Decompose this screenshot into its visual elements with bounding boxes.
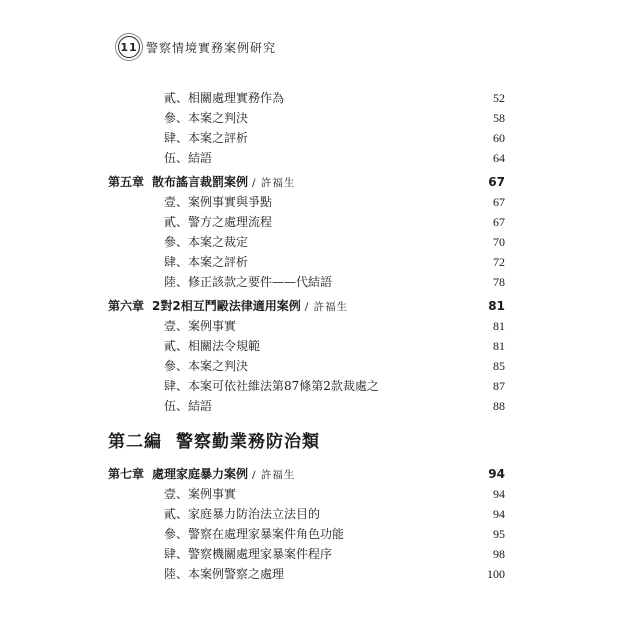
toc-entry[interactable]	[108, 564, 505, 584]
toc-entry[interactable]	[108, 524, 505, 544]
toc-entry-page: 81	[493, 339, 505, 353]
chapter-number: 第五章	[108, 175, 145, 189]
toc-entry-page: 67	[493, 215, 505, 229]
toc-entry-page: 94	[493, 507, 505, 521]
toc-entry[interactable]	[108, 212, 505, 232]
toc-entry[interactable]	[108, 396, 505, 416]
table-of-contents	[108, 88, 505, 584]
toc-entry[interactable]	[108, 544, 505, 564]
toc-entry-page: 72	[493, 255, 505, 269]
toc-entry[interactable]	[108, 252, 505, 272]
toc-entry-page: 60	[493, 131, 505, 145]
toc-entry-label: 陸、本案例警察之處理	[164, 567, 285, 581]
toc-entry-label: 壹、案例事實與爭點	[164, 195, 273, 209]
toc-entry[interactable]	[108, 316, 505, 336]
toc-entry[interactable]	[108, 128, 505, 148]
toc-entry-page: 87	[493, 379, 505, 393]
toc-entry-label: 貳、相關法令規範	[164, 339, 261, 353]
chapter-title: 處理家庭暴力案例	[152, 467, 249, 481]
toc-entry-label: 伍、結語	[164, 151, 213, 165]
toc-entry-page: 67	[493, 195, 505, 209]
toc-part-heading[interactable]	[108, 424, 505, 460]
chapter-number: 第七章	[108, 467, 145, 481]
toc-entry-page: 88	[493, 399, 505, 413]
toc-entry[interactable]	[108, 232, 505, 252]
toc-entry-label: 參、警察在處理家暴案件角色功能	[164, 527, 345, 541]
toc-entry-page: 52	[493, 91, 505, 105]
toc-entry-page: 64	[493, 151, 505, 165]
toc-entry[interactable]	[108, 376, 505, 396]
toc-entry[interactable]	[108, 484, 505, 504]
toc-entry-label: 肆、警察機關處理家暴案件程序	[164, 547, 333, 561]
toc-entry-label: 肆、本案可依社維法第87條第2款裁處之	[164, 379, 379, 393]
part-number: 第二編	[108, 432, 162, 452]
chapter-author: / 許福生	[252, 469, 296, 481]
toc-entry-label: 參、本案之裁定	[164, 235, 249, 249]
toc-entry-page: 70	[493, 235, 505, 249]
toc-chapter-5[interactable]	[108, 172, 505, 192]
toc-entry-page: 78	[493, 275, 505, 289]
toc-entry[interactable]	[108, 356, 505, 376]
toc-entry[interactable]	[108, 504, 505, 524]
toc-entry[interactable]	[108, 336, 505, 356]
toc-entry-label: 肆、本案之評析	[164, 131, 249, 145]
toc-entry[interactable]	[108, 148, 505, 168]
chapter-author: / 許福生	[252, 177, 296, 189]
toc-entry-label: 伍、結語	[164, 399, 213, 413]
chapter-page: 81	[488, 299, 505, 313]
toc-entry-label: 壹、案例事實	[164, 487, 237, 501]
toc-entry-label: 壹、案例事實	[164, 319, 237, 333]
toc-entry-page: 94	[493, 487, 505, 501]
toc-entry[interactable]	[108, 272, 505, 292]
toc-entry-page: 98	[493, 547, 505, 561]
toc-entry-label: 貳、相關處理實務作為	[164, 91, 285, 105]
toc-entry[interactable]	[108, 192, 505, 212]
toc-entry-page: 81	[493, 319, 505, 333]
toc-entry[interactable]	[108, 88, 505, 108]
toc-chapter-7[interactable]	[108, 464, 505, 484]
page-number-badge: 11	[118, 36, 140, 58]
chapter-number: 第六章	[108, 299, 145, 313]
running-header	[118, 36, 276, 58]
chapter-author: / 許福生	[304, 301, 349, 313]
chapter-page: 94	[488, 467, 505, 481]
toc-entry-page: 58	[493, 111, 505, 125]
toc-entry-label: 參、本案之判決	[164, 359, 249, 373]
toc-entry-label: 肆、本案之評析	[164, 255, 249, 269]
toc-entry-page: 95	[493, 527, 505, 541]
toc-entry-label: 參、本案之判決	[164, 111, 249, 125]
toc-entry-page: 85	[493, 359, 505, 373]
toc-entry-label: 貳、家庭暴力防治法立法目的	[164, 507, 321, 521]
toc-entry-page: 100	[487, 567, 505, 581]
part-title: 警察勤業務防治類	[176, 432, 320, 452]
toc-chapter-6[interactable]	[108, 296, 505, 316]
chapter-title: 2對2相互鬥毆法律適用案例	[152, 299, 301, 313]
book-page	[108, 26, 538, 626]
book-title: 警察情境實務案例研究	[146, 40, 277, 55]
toc-entry-label: 貳、警方之處理流程	[164, 215, 273, 229]
chapter-title: 散布謠言裁罰案例	[152, 175, 249, 189]
toc-entry[interactable]	[108, 108, 505, 128]
chapter-page: 67	[488, 175, 505, 189]
toc-entry-label: 陸、修正該款之要件——代結語	[164, 275, 333, 289]
